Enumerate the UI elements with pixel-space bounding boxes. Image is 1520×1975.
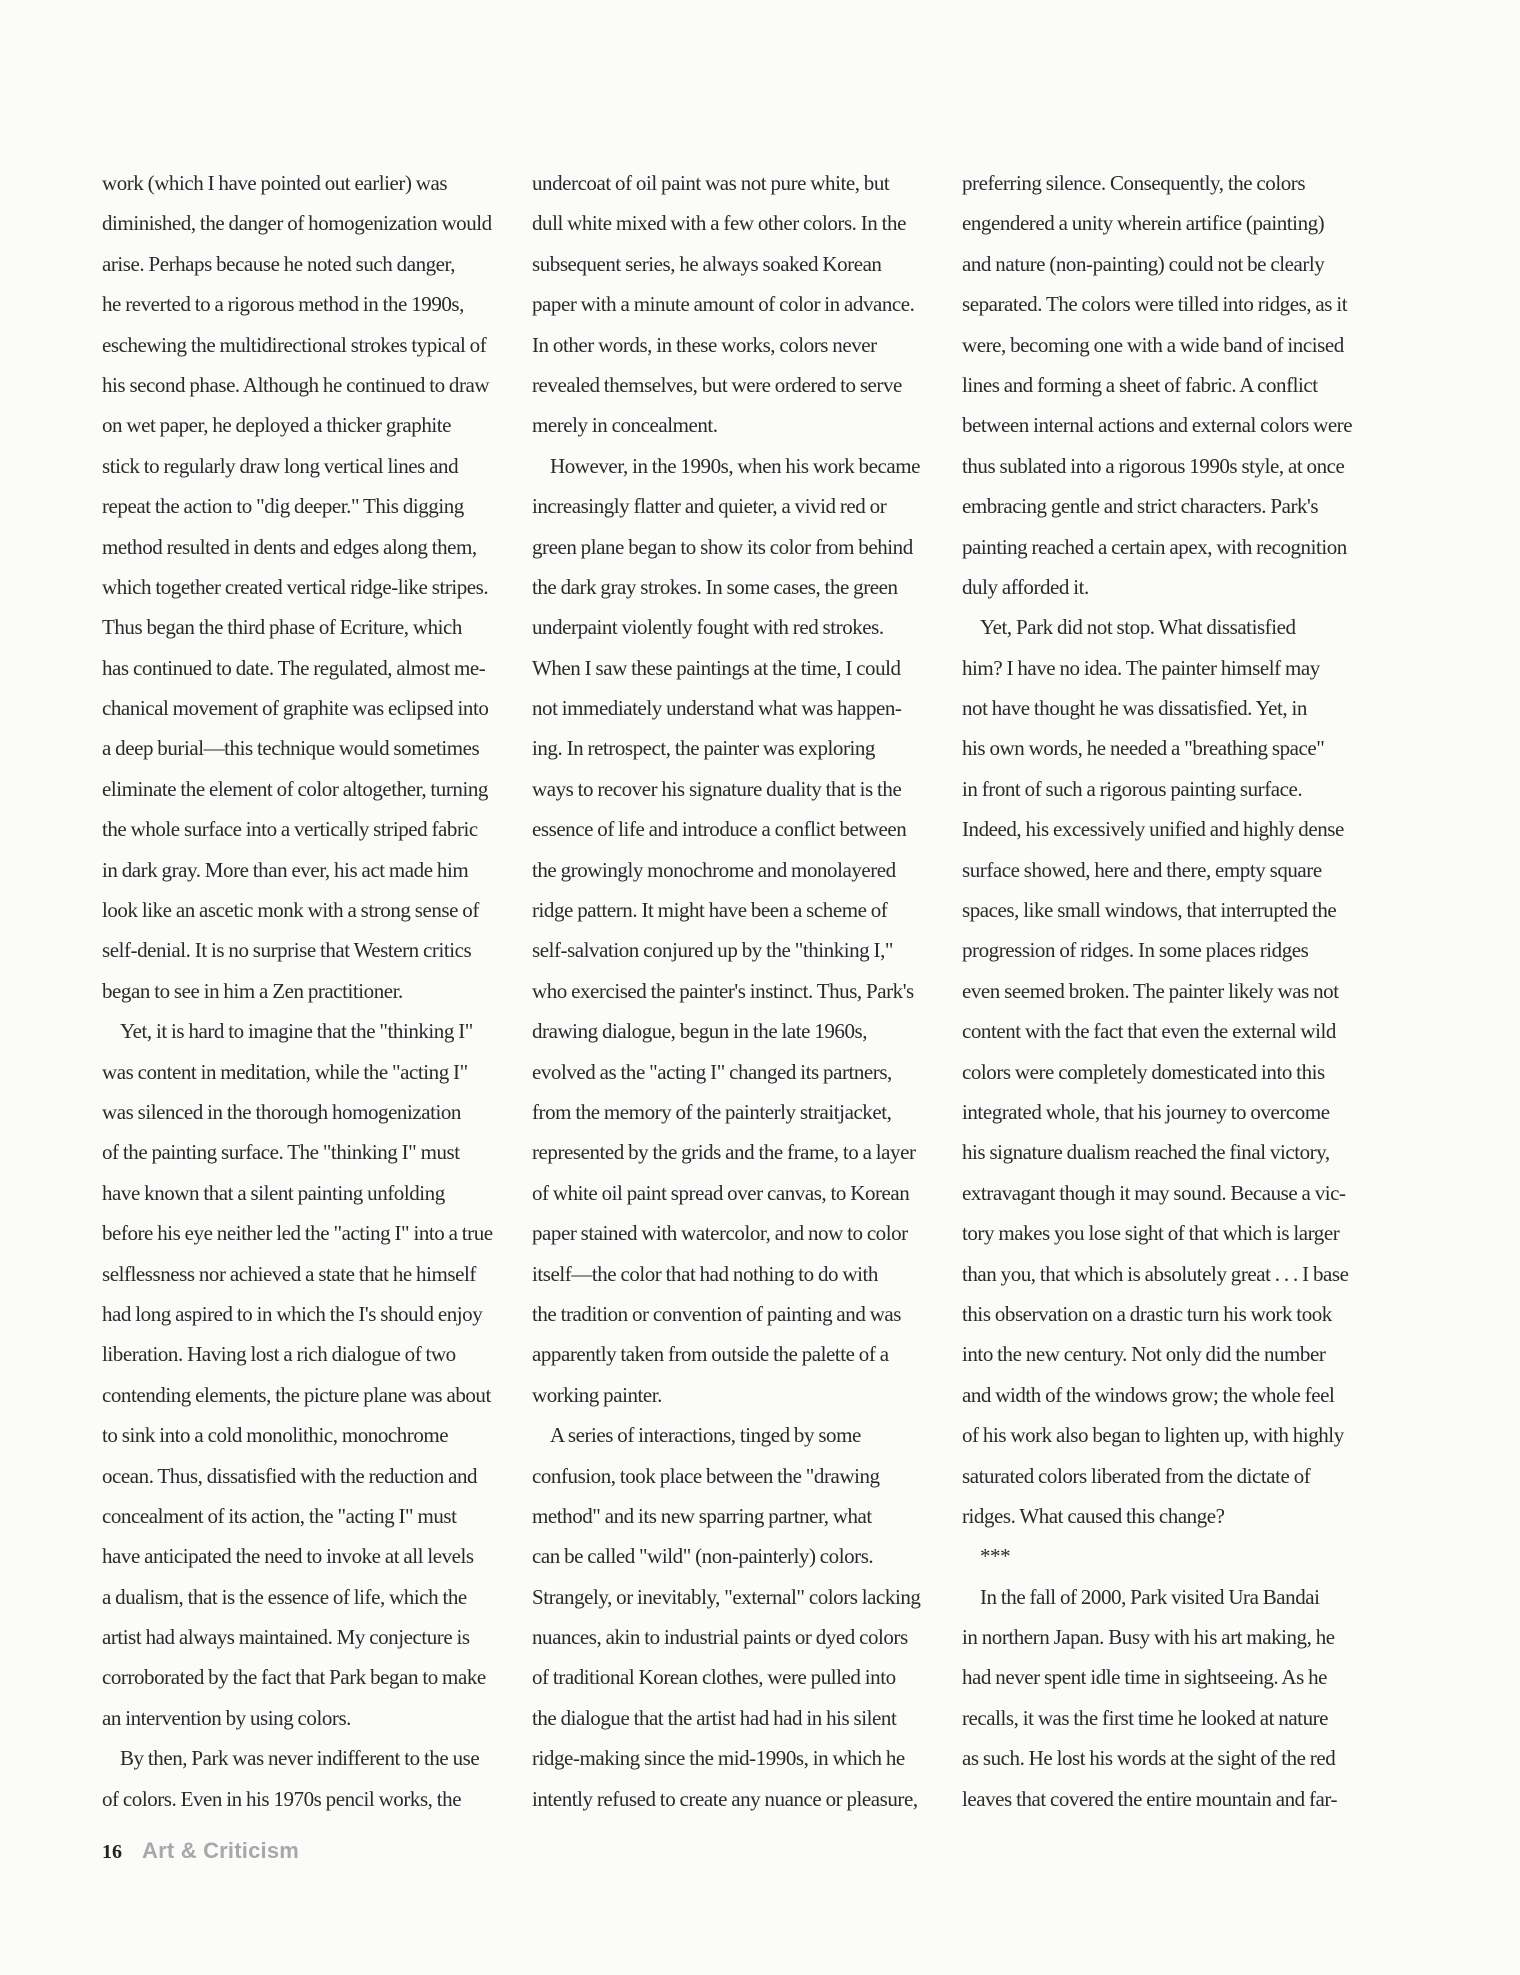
text-line: this observation on a drastic turn his work took — [962, 1301, 1332, 1326]
text-line: as such. He lost his words at the sight of the red — [962, 1746, 1336, 1771]
text-line: drawing dialogue, begun in the late 1960s, — [532, 1019, 868, 1044]
text-line: had never spent idle time in sightseeing. As he — [962, 1665, 1328, 1690]
text-line: a deep burial—this technique would sometimes — [102, 736, 480, 761]
text-line: apparently taken from outside the palette of a — [532, 1342, 889, 1367]
text-line: concealment of its action, the "acting I" must — [102, 1503, 457, 1528]
text-line: Thus began the third phase of Ecriture, which — [102, 615, 462, 640]
text-line: corroborated by the fact that Park began to make — [102, 1665, 486, 1690]
text-line: green plane began to show its color from behind — [532, 534, 913, 559]
text-line: surface showed, here and there, empty square — [962, 857, 1322, 882]
text-line: method resulted in dents and edges along them, — [102, 534, 477, 559]
text-line: his signature dualism reached the final victory, — [962, 1140, 1330, 1165]
text-line: not have thought he was dissatisfied. Yet, in — [962, 696, 1307, 721]
text-line: undercoat of oil paint was not pure white, but — [532, 171, 890, 195]
text-line: method" and its new sparring partner, what — [532, 1503, 872, 1528]
text-line: his second phase. Although he continued to draw — [102, 372, 490, 397]
text-line: chanical movement of graphite was eclipsed into — [102, 696, 489, 721]
text-column-3 — [962, 163, 1362, 1819]
text-line: intently refused to create any nuance or pleasure, — [532, 1786, 918, 1811]
text-line: In the fall of 2000, Park visited Ura Bandai — [980, 1584, 1320, 1609]
text-line: revealed themselves, but were ordered to serve — [532, 372, 902, 397]
text-line: before his eye neither led the "acting I" into a true — [102, 1221, 493, 1246]
text-line: the tradition or convention of painting and was — [532, 1301, 902, 1326]
text-line: selflessness nor achieved a state that he himself — [102, 1261, 476, 1286]
text-line: extravagant though it may sound. Because a vic- — [962, 1180, 1346, 1205]
text-line: look like an ascetic monk with a strong sense of — [102, 898, 479, 923]
text-line: Yet, Park did not stop. What dissatisfied — [980, 615, 1296, 640]
text-line: his own words, he needed a "breathing space" — [962, 736, 1325, 761]
text-line: saturated colors liberated from the dictate of — [962, 1463, 1311, 1488]
page-number: 16 — [102, 1841, 122, 1863]
text-line: integrated whole, that his journey to overcome — [962, 1099, 1330, 1124]
text-line: Indeed, his excessively unified and highly dense — [962, 817, 1344, 842]
text-line: between internal actions and external colors were — [962, 413, 1353, 438]
text-line: colors were completely domesticated into this — [962, 1059, 1325, 1084]
text-line: than you, that which is absolutely great . . . I base — [962, 1261, 1349, 1286]
text-line: In other words, in these works, colors never — [532, 332, 877, 357]
text-line: stick to regularly draw long vertical lines and — [102, 453, 459, 478]
text-line: Strangely, or inevitably, "external" colors lacking — [532, 1584, 921, 1609]
text-line: ridges. What caused this change? — [962, 1503, 1225, 1528]
text-line: engendered a unity wherein artifice (painting) — [962, 211, 1325, 236]
text-line: the dark gray strokes. In some cases, the green — [532, 574, 898, 599]
text-line: a dualism, that is the essence of life, which the — [102, 1584, 467, 1609]
text-line: on wet paper, he deployed a thicker graphite — [102, 413, 452, 438]
text-line: contending elements, the picture plane was about — [102, 1382, 491, 1407]
text-line: duly afforded it. — [962, 574, 1089, 599]
text-line: progression of ridges. In some places ridges — [962, 938, 1309, 963]
text-line: confusion, took place between the "drawing — [532, 1463, 880, 1488]
text-line: liberation. Having lost a rich dialogue of two — [102, 1342, 456, 1367]
text-line: artist had always maintained. My conjecture is — [102, 1625, 470, 1650]
text-line: began to see in him a Zen practitioner. — [102, 978, 403, 1003]
text-line: into the new century. Not only did the number — [962, 1342, 1326, 1367]
text-line: which together created vertical ridge-like stripes. — [102, 574, 489, 599]
text-line: underpaint violently fought with red strokes. — [532, 615, 884, 640]
text-line: he reverted to a rigorous method in the 1990s, — [102, 292, 464, 317]
section-title: Art & Criticism — [142, 1838, 300, 1863]
text-line: can be called "wild" (non-painterly) colors. — [532, 1544, 874, 1569]
text-line: had long aspired to in which the I's should enjoy — [102, 1301, 483, 1326]
text-line: recalls, it was the first time he looked at nature — [962, 1705, 1329, 1730]
text-line: the growingly monochrome and monolayered — [532, 857, 896, 882]
text-line: increasingly flatter and quieter, a vivid red or — [532, 494, 887, 519]
text-line: painting reached a certain apex, with recognition — [962, 534, 1347, 559]
text-line: even seemed broken. The painter likely was not — [962, 978, 1339, 1003]
text-line: in northern Japan. Busy with his art making, he — [962, 1625, 1335, 1650]
text-line: tory makes you lose sight of that which is larger — [962, 1221, 1340, 1246]
text-line: essence of life and introduce a conflict between — [532, 817, 907, 842]
text-line: arise. Perhaps because he noted such danger, — [102, 251, 456, 276]
text-line: of his work also began to lighten up, with highly — [962, 1423, 1344, 1448]
text-line: of the painting surface. The "thinking I" must — [102, 1140, 460, 1165]
text-line: spaces, like small windows, that interrupted the — [962, 898, 1337, 923]
text-line: self-denial. It is no surprise that Western critics — [102, 938, 472, 963]
text-line: who exercised the painter's instinct. Thus, Park's — [532, 978, 914, 1003]
text-line: ing. In retrospect, the painter was exploring — [532, 736, 875, 761]
text-line: have anticipated the need to invoke at all levels — [102, 1544, 474, 1569]
text-column-1 — [102, 163, 502, 1819]
text-line: A series of interactions, tinged by some — [550, 1423, 861, 1448]
text-line: thus sublated into a rigorous 1990s style, at once — [962, 453, 1345, 478]
text-line: merely in concealment. — [532, 413, 718, 438]
text-line: preferring silence. Consequently, the colors — [962, 171, 1306, 195]
text-line: in dark gray. More than ever, his act made him — [102, 857, 469, 882]
text-line: him? I have no idea. The painter himself may — [962, 655, 1320, 680]
text-line: in front of such a rigorous painting surface. — [962, 776, 1303, 801]
text-line: from the memory of the painterly straitjacket, — [532, 1099, 892, 1124]
text-line: paper stained with watercolor, and now to color — [532, 1221, 908, 1246]
text-column-2 — [532, 163, 932, 1819]
text-line: of colors. Even in his 1970s pencil works, the — [102, 1786, 462, 1811]
text-line: the dialogue that the artist had had in his silent — [532, 1705, 897, 1730]
text-line: were, becoming one with a wide band of incised — [962, 332, 1344, 357]
text-line: paper with a minute amount of color in advance. — [532, 292, 915, 317]
text-line: However, in the 1990s, when his work became — [550, 453, 920, 478]
text-line: dull white mixed with a few other colors. In the — [532, 211, 906, 236]
text-line: has continued to date. The regulated, almost me- — [102, 655, 486, 680]
text-line: When I saw these paintings at the time, I could — [532, 655, 901, 680]
text-line: eliminate the element of color altogether, turning — [102, 776, 488, 801]
text-line: was content in meditation, while the "acting I" — [102, 1059, 468, 1084]
text-line: ridge pattern. It might have been a scheme of — [532, 898, 888, 923]
text-line: subsequent series, he always soaked Korean — [532, 251, 882, 276]
page-footer — [102, 1838, 299, 1864]
text-line: working painter. — [532, 1382, 662, 1407]
text-line: *** — [980, 1544, 1011, 1569]
text-line: was silenced in the thorough homogenization — [102, 1099, 461, 1124]
text-line: ocean. Thus, dissatisfied with the reduction and — [102, 1463, 478, 1488]
text-line: Yet, it is hard to imagine that the "thinking I" — [120, 1019, 473, 1044]
text-line: nuances, akin to industrial paints or dyed colors — [532, 1625, 908, 1650]
text-line: ways to recover his signature duality that is the — [532, 776, 902, 801]
text-line: of white oil paint spread over canvas, to Korean — [532, 1180, 910, 1205]
text-line: and width of the windows grow; the whole feel — [962, 1382, 1335, 1407]
text-line: of traditional Korean clothes, were pulled into — [532, 1665, 896, 1690]
text-line: By then, Park was never indifferent to the use — [120, 1746, 480, 1771]
text-line: embracing gentle and strict characters. Park's — [962, 494, 1319, 519]
text-line: an intervention by using colors. — [102, 1705, 351, 1730]
text-line: content with the fact that even the external wild — [962, 1019, 1336, 1044]
text-line: and nature (non-painting) could not be clearly — [962, 251, 1325, 276]
text-line: itself—the color that had nothing to do with — [532, 1261, 878, 1286]
text-line: leaves that covered the entire mountain and far- — [962, 1786, 1338, 1811]
text-line: separated. The colors were tilled into ridges, as it — [962, 292, 1348, 317]
text-line: evolved as the "acting I" changed its partners, — [532, 1059, 892, 1084]
text-line: repeat the action to "dig deeper." This digging — [102, 494, 464, 519]
text-line: represented by the grids and the frame, to a layer — [532, 1140, 916, 1165]
text-line: lines and forming a sheet of fabric. A conflict — [962, 372, 1318, 397]
text-line: self-salvation conjured up by the "thinking I," — [532, 938, 893, 963]
text-line: diminished, the danger of homogenization would — [102, 211, 492, 236]
text-line: not immediately understand what was happen- — [532, 696, 902, 721]
text-line: have known that a silent painting unfolding — [102, 1180, 445, 1205]
text-line: work (which I have pointed out earlier) was — [102, 171, 448, 195]
text-line: to sink into a cold monolithic, monochrome — [102, 1423, 449, 1448]
text-line: eschewing the multidirectional strokes typical of — [102, 332, 487, 357]
text-line: the whole surface into a vertically striped fabric — [102, 817, 478, 842]
text-line: ridge-making since the mid-1990s, in which he — [532, 1746, 905, 1771]
